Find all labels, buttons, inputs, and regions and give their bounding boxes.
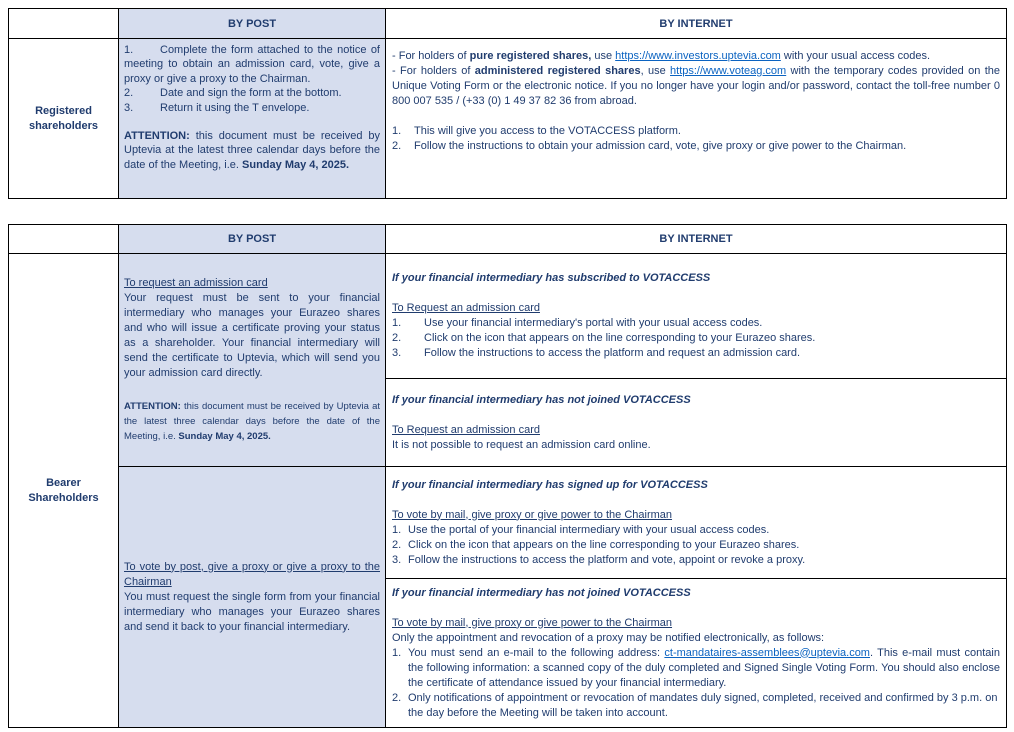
investors-uptevia-link[interactable]: https://www.investors.uptevia.com xyxy=(615,50,781,62)
net-step-2 xyxy=(392,331,1000,346)
text-segment: Sunday May 4, 2025. xyxy=(178,431,271,442)
bearer-shareholders-table xyxy=(8,224,1007,728)
text-segment: with the temporary codes provided on the Unique Voting Form or the electronic notice. If you no longer have your login and/or password, contact the toll-free number 0 800 007 535 / (+33 (0) 1 49 37 82 36 from abroad. xyxy=(392,65,1000,107)
list-text: Use your financial intermediary's portal with your usual access codes. xyxy=(424,317,763,329)
list-text: Date and sign the form at the bottom. xyxy=(160,87,342,100)
text-segment: administered registered shares xyxy=(474,65,641,77)
post-step-3 xyxy=(124,101,380,115)
list-number: 1. xyxy=(392,523,402,536)
table-gap xyxy=(8,199,1006,224)
pure-registered-paragraph xyxy=(392,49,1000,64)
net-not-joined-admission-cell xyxy=(386,379,1007,467)
list-number: 3. xyxy=(124,101,134,114)
net-step-2 xyxy=(392,691,1000,721)
table1-by-post-header: BY POST xyxy=(119,9,386,39)
table2-by-post-header: BY POST xyxy=(119,225,386,254)
list-text: Follow the instructions to obtain your admission card, vote, give proxy or give power to the Chairman. xyxy=(414,140,907,152)
list-text xyxy=(408,647,1000,689)
table1-corner-cell xyxy=(9,9,119,39)
not-possible-text: It is not possible to request an admission card online. xyxy=(392,438,651,451)
list-text: Complete the form attached to the notice of meeting to obtain an admission card, vote, give a proxy or give a proxy to the Chairman. xyxy=(124,44,380,85)
net-not-joined-vote-cell xyxy=(386,579,1007,728)
table2-by-internet-header: BY INTERNET xyxy=(386,225,1007,254)
net-step-2 xyxy=(392,538,1000,553)
text-segment: ATTENTION: xyxy=(124,401,181,412)
text-segment: - For holders of xyxy=(392,65,475,77)
list-number: 2. xyxy=(392,140,402,152)
text-segment: , use xyxy=(640,65,671,77)
list-text: Click on the icon that appears on the line corresponding to your Eurazeo shares. xyxy=(424,332,816,344)
table1-by-internet-cell xyxy=(386,39,1007,199)
list-number: 2. xyxy=(392,691,402,704)
post-admission-cell xyxy=(119,254,386,467)
post-vote-body: You must request the single form from your financial intermediary who manages your Eurazeo shares and send it back to your financial intermediary. xyxy=(124,590,380,633)
proxy-intro-text: Only the appointment and revocation of a proxy may be notified electronically, as follows: xyxy=(392,631,825,644)
list-text: Use the portal of your financial intermediary with your usual access codes. xyxy=(408,523,770,536)
internet-step-2 xyxy=(392,139,1000,154)
list-number: 1. xyxy=(392,646,402,659)
votaccess-not-joined-title: If your financial intermediary has not joined VOTACCESS xyxy=(392,586,691,599)
post-step-2 xyxy=(124,86,380,100)
net-step-1 xyxy=(392,316,1000,331)
list-text: Only notifications of appointment or revocation of mandates duly signed, completed, received and confirmed by 3 p.m. on the day before the Meeting will be taken into account. xyxy=(408,691,998,719)
votaccess-not-joined-title: If your financial intermediary has not joined VOTACCESS xyxy=(392,393,691,406)
request-admission-heading: To Request an admission card xyxy=(392,423,540,436)
list-number: 2. xyxy=(392,538,402,551)
net-step-1 xyxy=(392,523,1000,538)
list-text: Follow the instructions to access the platform and vote, appoint or revoke a proxy. xyxy=(408,553,806,566)
request-admission-heading: To Request an admission card xyxy=(392,302,540,314)
list-number: 1. xyxy=(124,44,134,56)
list-number: 3. xyxy=(392,347,402,359)
list-text: This will give you access to the VOTACCESS platform. xyxy=(414,125,681,137)
votaccess-subscribed-title: If your financial intermediary has subscribed to VOTACCESS xyxy=(392,272,711,284)
net-step-3 xyxy=(392,346,1000,361)
table1-by-internet-header: BY INTERNET xyxy=(386,9,1007,39)
net-subscribed-cell xyxy=(386,254,1007,379)
administered-registered-paragraph xyxy=(392,64,1000,109)
text-segment: . This e-mail must contain the following information: a scanned copy of the duly completed and Signed Single Voting Form. You should also enclose the certificate of attendance issued by your financial intermediary. xyxy=(408,646,1000,689)
text-segment: You must send an e-mail to the following address: xyxy=(408,646,665,659)
attention-note xyxy=(124,399,380,444)
list-number: 2. xyxy=(124,87,134,100)
list-number: 1. xyxy=(392,317,402,329)
text-segment: this document must be received by Uptevia at the latest three calendar days before the date of the Meeting, i.e. xyxy=(124,401,380,442)
votaccess-signed-up-title: If your financial intermediary has signed up for VOTACCESS xyxy=(392,478,708,491)
post-admission-body: Your request must be sent to your financial intermediary who manages your Eurazeo shares and who will issue a certificate proving your status as a shareholder. Your financial intermediary will send the certificate to Uptevia, which will send you your admission card directly. xyxy=(124,292,380,379)
text-segment: use xyxy=(591,50,616,62)
net-step-3 xyxy=(392,553,1000,568)
text-segment: Sunday May 4, 2025. xyxy=(242,158,350,171)
list-number: 1. xyxy=(392,125,402,137)
text-segment: ATTENTION: xyxy=(124,130,190,143)
post-admission-heading: To request an admission card xyxy=(124,277,268,289)
list-number: 2. xyxy=(392,332,402,344)
post-vote-heading: To vote by post, give a proxy or give a proxy to the Chairman xyxy=(124,560,380,588)
post-vote-cell xyxy=(119,467,386,728)
post-step-1 xyxy=(124,43,380,86)
registered-shareholders-table xyxy=(8,8,1007,199)
vote-by-mail-heading: To vote by mail, give proxy or give power to the Chairman xyxy=(392,508,673,521)
mandataires-email-link[interactable]: ct-mandataires-assemblees@uptevia.com xyxy=(664,646,870,659)
bearer-shareholders-label: Bearer Shareholders xyxy=(9,254,119,728)
net-step-1 xyxy=(392,646,1000,691)
net-signed-up-cell xyxy=(386,467,1007,579)
text-segment: pure registered shares, xyxy=(469,50,592,62)
text-segment: - For holders of xyxy=(392,50,470,62)
list-number: 3. xyxy=(392,553,402,566)
internet-step-1 xyxy=(392,124,1000,139)
text-segment: with your usual access codes. xyxy=(780,50,931,62)
vote-by-mail-heading: To vote by mail, give proxy or give power to the Chairman xyxy=(392,616,673,629)
attention-note xyxy=(124,129,380,172)
list-text: Return it using the T envelope. xyxy=(160,101,310,114)
table1-by-post-cell xyxy=(119,39,386,199)
voteag-link[interactable]: https://www.voteag.com xyxy=(670,65,787,77)
list-text: Follow the instructions to access the platform and request an admission card. xyxy=(424,347,801,359)
registered-shareholders-label: Registered shareholders xyxy=(9,39,119,199)
list-text: Click on the icon that appears on the line corresponding to your Eurazeo shares. xyxy=(408,538,800,551)
text-segment: this document must be received by Uptevia at the latest three calendar days before the date of the Meeting, i.e. xyxy=(124,130,380,171)
table2-corner-cell xyxy=(9,225,119,254)
